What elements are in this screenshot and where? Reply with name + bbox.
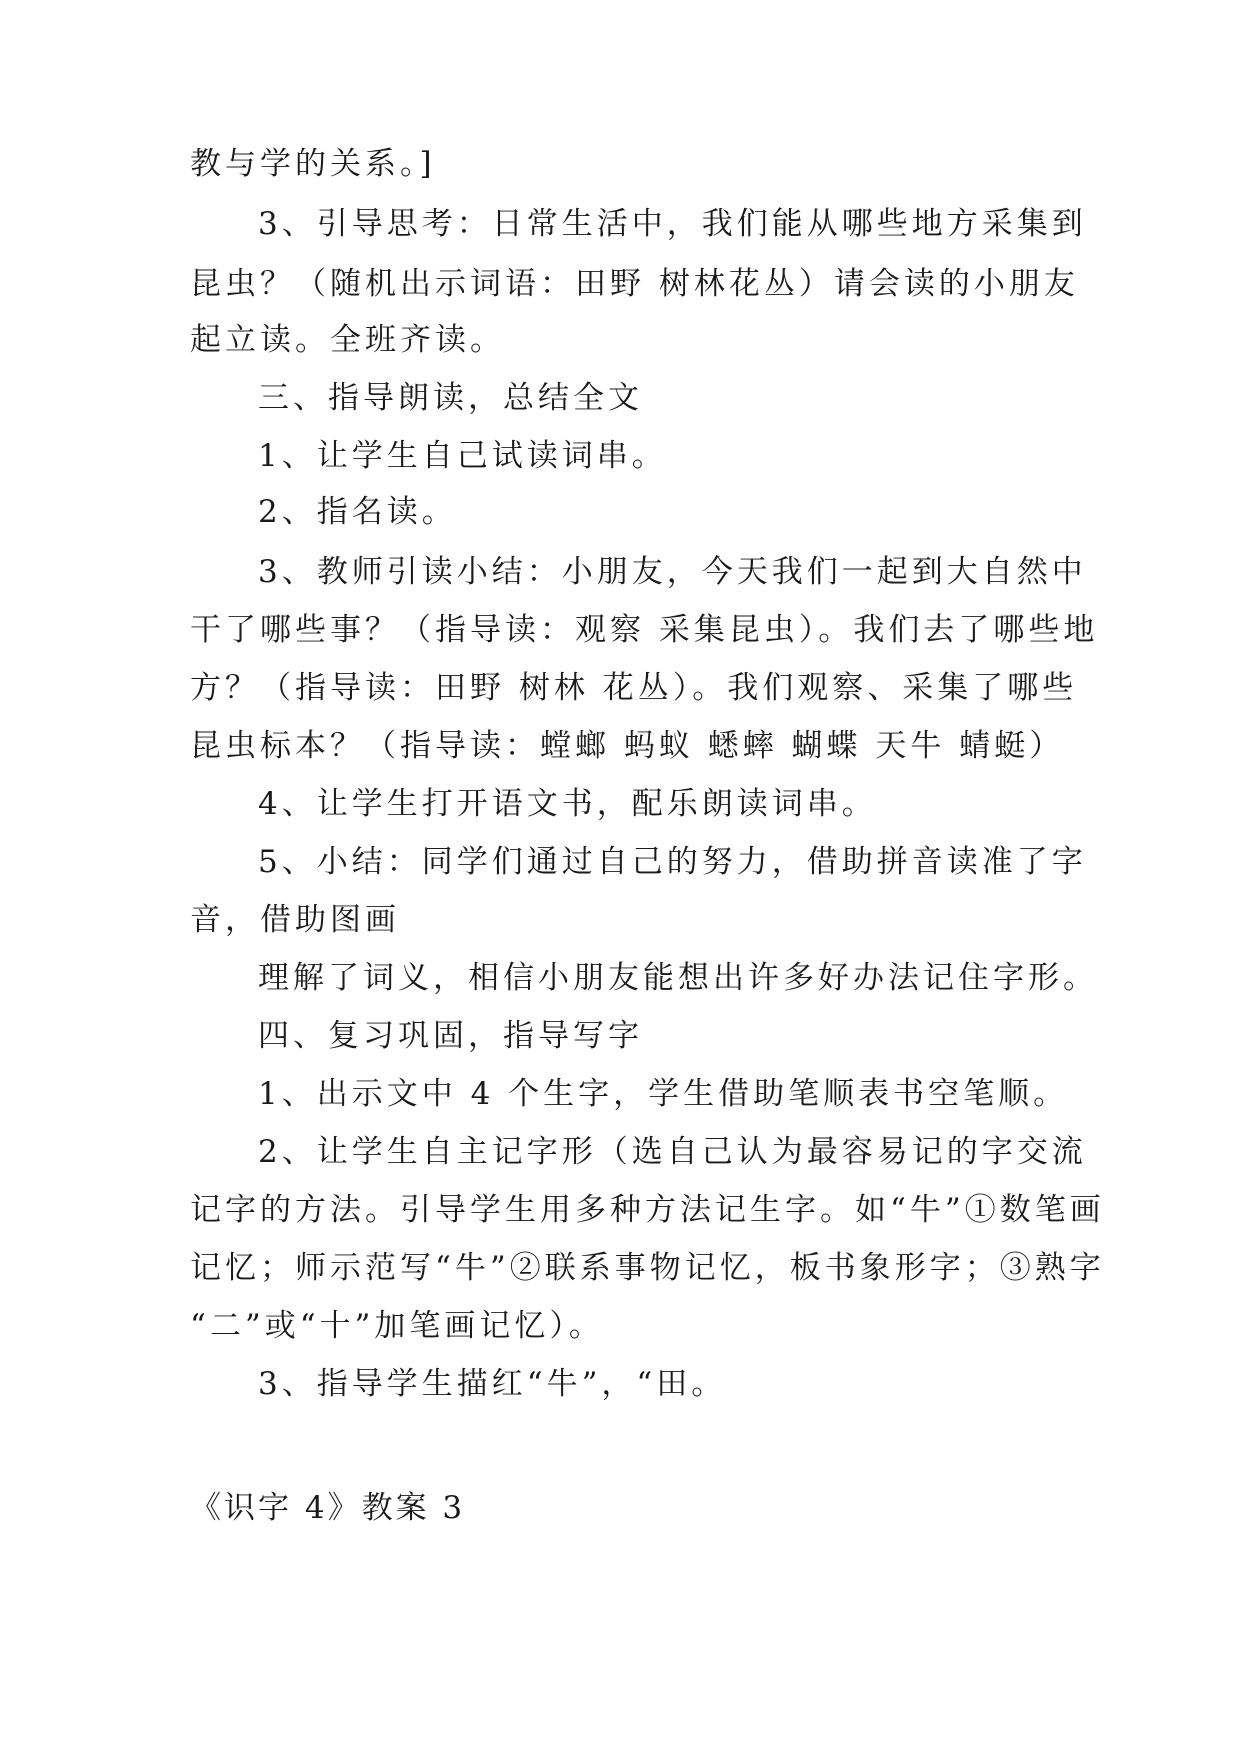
paragraph-line: “二”或“十”加笔画记忆）。 (190, 1308, 604, 1344)
section-heading: 四、复习巩固，指导写字 (258, 1018, 643, 1054)
paragraph-line: 昆虫？（随机出示词语：田野 树林花丛）请会读的小朋友 (190, 266, 1079, 302)
paragraph-line: 干了哪些事？（指导读：观察 采集昆虫）。我们去了哪些地 (190, 612, 1099, 648)
paragraph-line: 记字的方法。引导学生用多种方法记生字。如“牛”①数笔画 (190, 1192, 1105, 1228)
paragraph-line: 方？（指导读：田野 树林 花丛）。我们观察、采集了哪些 (190, 670, 1078, 706)
paragraph-line: 起立读。全班齐读。 (190, 322, 505, 358)
paragraph-line: 3、指导学生描红“牛”，“田。 (258, 1366, 727, 1402)
paragraph-line: 理解了词义，相信小朋友能想出许多好办法记住字形。 (258, 960, 1098, 996)
paragraph-line: 2、让学生自主记字形（选自己认为最容易记的字交流 (258, 1134, 1087, 1170)
paragraph-line: 1、出示文中 4 个生字，学生借助笔顺表书空笔顺。 (258, 1076, 1069, 1112)
paragraph-line: 音，借助图画 (190, 902, 400, 938)
paragraph-line: 教与学的关系。] (190, 146, 436, 182)
paragraph-line: 4、让学生打开语文书，配乐朗读词串。 (258, 786, 877, 822)
next-section-title: 《识字 4》教案 3 (190, 1490, 466, 1526)
paragraph-line: 5、小结：同学们通过自己的努力，借助拼音读准了字 (258, 844, 1087, 880)
section-heading: 三、指导朗读，总结全文 (258, 380, 643, 416)
paragraph-line: 1、让学生自己试读词串。 (258, 438, 667, 474)
paragraph-line: 记忆；师示范写“牛”②联系事物记忆，板书象形字；③熟字 (190, 1250, 1105, 1286)
paragraph-line: 2、指名读。 (258, 494, 457, 530)
paragraph-line: 3、引导思考：日常生活中，我们能从哪些地方采集到 (258, 206, 1087, 242)
paragraph-line: 昆虫标本？（指导读：螳螂 蚂蚁 蟋蟀 蝴蝶 天牛 蜻蜓） (190, 728, 1065, 764)
paragraph-line: 3、教师引读小结：小朋友，今天我们一起到大自然中 (258, 554, 1087, 590)
